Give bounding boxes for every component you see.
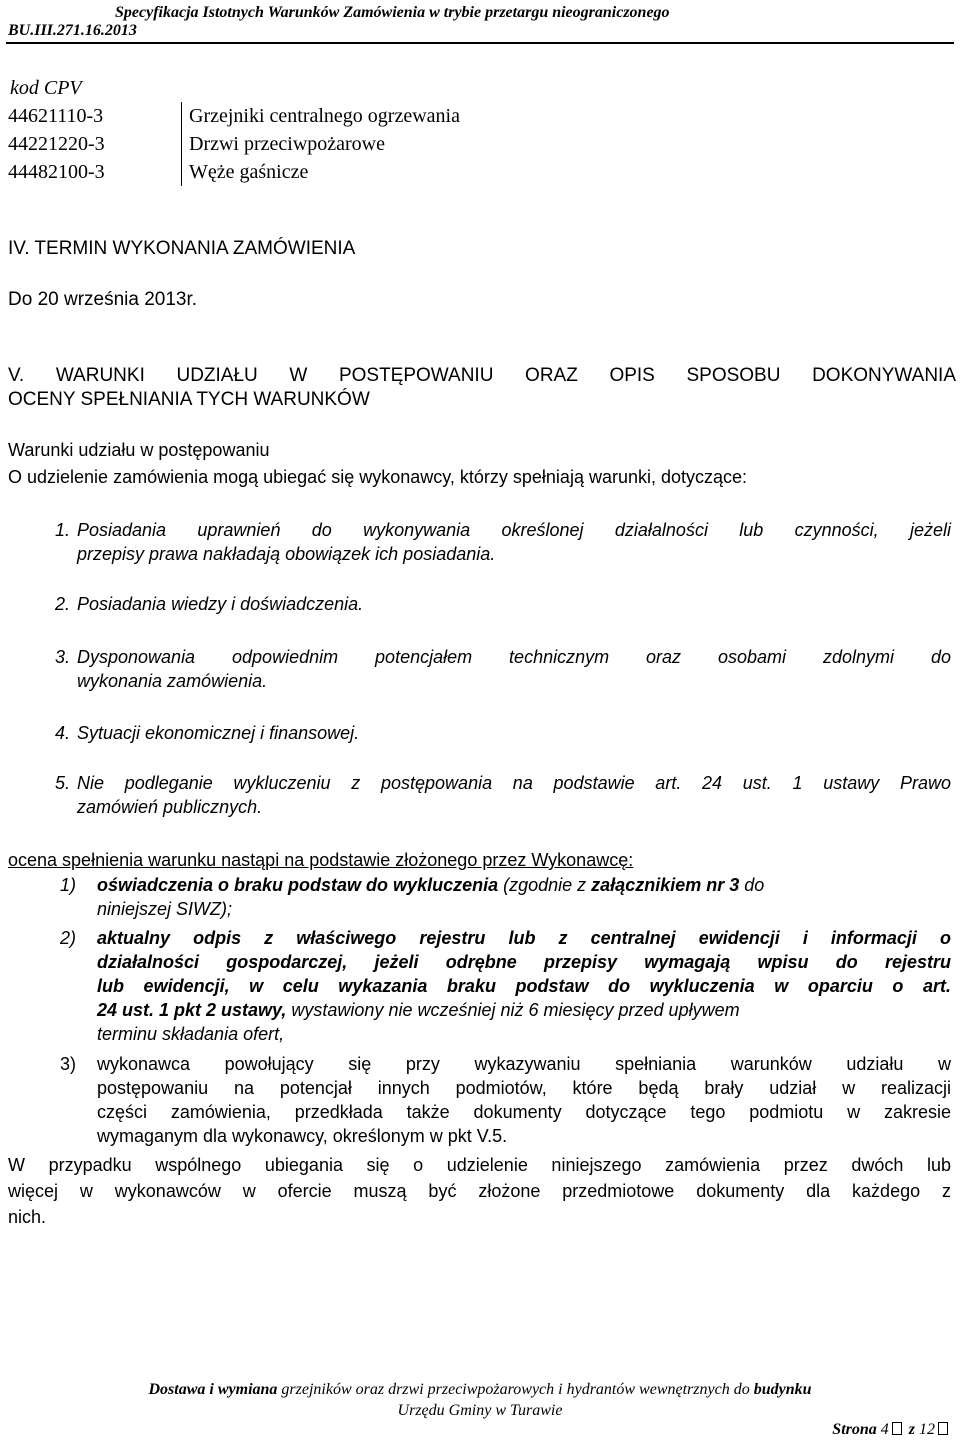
footer-bold: budynku xyxy=(753,1381,812,1398)
document-item-text: niniejszej SIWZ); xyxy=(97,899,233,919)
document-header-title: Specyfikacja Istotnych Warunków Zamówienia w trybie przetargu nieograniczonego xyxy=(115,4,670,21)
cpv-name: Drzwi przeciwpożarowe xyxy=(189,133,386,155)
section-v-heading-line1: V. WARUNKI UDZIAŁU W POSTĘPOWANIU ORAZ OPIS SPOSOBU DOKONYWANIA xyxy=(8,365,956,386)
condition-text: Dysponowania odpowiednim potencjałem technicznym oraz osobami zdolnymi do xyxy=(77,647,951,667)
header-divider xyxy=(6,42,954,44)
document-item-text: lub ewidencji, w celu wykazania braku podstaw do wykluczenia w oparciu o art. xyxy=(97,976,951,996)
section-iv-deadline: Do 20 września 2013r. xyxy=(8,289,198,310)
cpv-name: Węże gaśnicze xyxy=(189,161,309,183)
document-item-normal: wystawiony nie wcześniej niż 6 miesięcy przed upływem xyxy=(286,1000,740,1020)
document-item-number: 2) xyxy=(60,928,77,948)
document-item-bold: załącznikiem nr 3 xyxy=(591,875,740,895)
footer-normal: grzejników oraz drzwi przeciwpożarowych i hydrantów wewnętrznych do xyxy=(277,1381,754,1398)
missing-glyph-icon xyxy=(892,1422,902,1435)
page-current: 4 xyxy=(880,1421,889,1438)
document-item-text xyxy=(97,873,764,897)
document-item-number: 3) xyxy=(60,1054,77,1074)
cpv-divider xyxy=(181,102,182,186)
closing-paragraph-line: nich. xyxy=(8,1207,47,1227)
condition-text: zamówień publicznych. xyxy=(77,797,263,817)
page-total: 12 xyxy=(919,1421,935,1438)
document-item-bold: oświadczenia o braku podstaw do wykluczenia xyxy=(97,875,499,895)
document-reference-number: BU.III.271.16.2013 xyxy=(8,22,137,39)
cpv-code: 44482100-3 xyxy=(8,161,105,183)
condition-text: Posiadania wiedzy i doświadczenia. xyxy=(77,594,364,614)
condition-text: Sytuacji ekonomicznej i finansowej. xyxy=(77,723,360,743)
condition-text: przepisy prawa nakładają obowiązek ich posiadania. xyxy=(77,544,496,564)
document-item-normal: do xyxy=(739,875,765,895)
document-item-normal: (zgodnie z xyxy=(498,875,592,895)
assessment-intro: ocena spełnienia warunku nastąpi na podstawie złożonego przez Wykonawcę: xyxy=(8,850,634,870)
document-item-text: wymaganym dla wykonawcy, określonym w pkt V.5. xyxy=(97,1126,508,1146)
page-number xyxy=(832,1421,948,1439)
condition-text: Nie podleganie wykluczeniu z postępowania na podstawie art. 24 ust. 1 ustawy Prawo xyxy=(77,773,951,793)
missing-glyph-icon xyxy=(938,1422,948,1435)
document-item-text: terminu składania ofert, xyxy=(97,1024,285,1044)
condition-number: 1. xyxy=(55,520,71,540)
document-item-text: części zamówienia, przedkłada także dokumenty dotyczące tego podmiotu w zakresie xyxy=(97,1102,951,1122)
condition-number: 5. xyxy=(55,773,71,793)
condition-number: 2. xyxy=(55,594,71,614)
document-item-number: 1) xyxy=(60,875,77,895)
page-separator: z xyxy=(908,1421,915,1438)
section-v-heading-line2: OCENY SPEŁNIANIA TYCH WARUNKÓW xyxy=(8,389,370,410)
footer-bold: Dostawa i wymiana xyxy=(148,1381,278,1398)
participation-conditions-intro: O udzielenie zamówienia mogą ubiegać się wykonawcy, którzy spełniają warunki, dotyczące: xyxy=(8,467,748,487)
footer-description xyxy=(0,1381,960,1399)
condition-number: 4. xyxy=(55,723,71,743)
condition-text: wykonania zamówienia. xyxy=(77,671,268,691)
closing-paragraph-line: więcej w wykonawców w ofercie muszą być złożone przedmiotowe dokumenty dla każdego z xyxy=(8,1181,951,1201)
condition-number: 3. xyxy=(55,647,71,667)
cpv-name: Grzejniki centralnego ogrzewania xyxy=(189,105,460,127)
cpv-label: kod CPV xyxy=(10,77,82,99)
document-item-text: aktualny odpis z właściwego rejestru lub z centralnej ewidencji i informacji o xyxy=(97,928,951,948)
section-iv-heading: IV. TERMIN WYKONANIA ZAMÓWIENIA xyxy=(8,238,356,259)
cpv-code: 44621110-3 xyxy=(8,105,104,127)
footer-institution: Urzędu Gminy w Turawie xyxy=(397,1402,563,1419)
cpv-code: 44221220-3 xyxy=(8,133,105,155)
condition-text: Posiadania uprawnień do wykonywania określonej działalności lub czynności, jeżeli xyxy=(77,520,951,540)
closing-paragraph-line: W przypadku wspólnego ubiegania się o udzielenie niniejszego zamówienia przez dwóch lub xyxy=(8,1155,951,1175)
page-label: Strona xyxy=(832,1421,877,1438)
document-item-text: wykonawca powołujący się przy wykazywaniu spełniania warunków udziału w xyxy=(97,1054,951,1074)
document-item-bold: 24 ust. 1 pkt 2 ustawy, xyxy=(97,1000,287,1020)
document-item-text: postępowaniu na potencjał innych podmiotów, które będą brały udział w realizacji xyxy=(97,1078,951,1098)
document-item-text xyxy=(97,998,740,1022)
participation-conditions-subheading: Warunki udziału w postępowaniu xyxy=(8,440,270,460)
document-item-text: działalności gospodarczej, jeżeli odrębne przepisy wymagają wpisu do rejestru xyxy=(97,952,951,972)
